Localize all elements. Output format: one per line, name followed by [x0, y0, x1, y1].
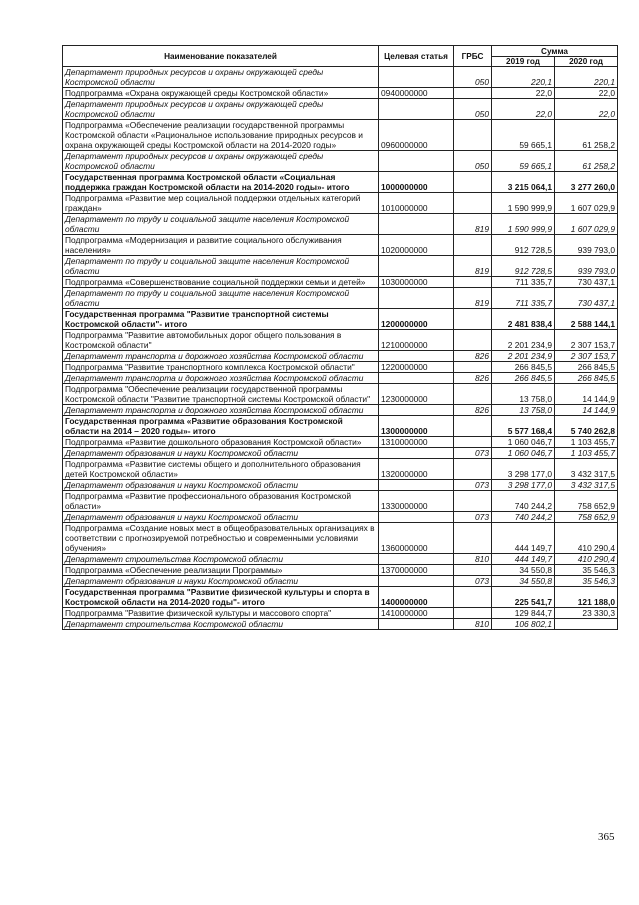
row-name: Подпрограмма "Развитие физической культуры и массового спорта" — [63, 608, 379, 619]
row-grbs — [454, 88, 492, 99]
table-row — [63, 193, 618, 214]
row-name: Подпрограмма "Обеспечение реализации государственной программы Костромской области "Развитие транспортной системы Костромской области" — [63, 384, 379, 405]
row-sum-2019: 225 541,7 — [492, 587, 555, 608]
row-grbs — [454, 235, 492, 256]
row-target-article: 1370000000 — [379, 565, 454, 576]
row-grbs: 073 — [454, 448, 492, 459]
row-grbs — [454, 330, 492, 351]
row-sum-2020: 266 845,5 — [555, 362, 618, 373]
row-target-article: 1300000000 — [379, 416, 454, 437]
row-name: Государственная программа «Развитие образования Костромской области на 2014 – 2020 годы»- итого — [63, 416, 379, 437]
row-sum-2020: 266 845,5 — [555, 373, 618, 384]
table-row — [63, 512, 618, 523]
row-name: Департамент транспорта и дорожного хозяйства Костромской области — [63, 405, 379, 416]
row-grbs: 810 — [454, 554, 492, 565]
row-name: Подпрограмма «Развитие мер социальной поддержки отдельных категорий граждан» — [63, 193, 379, 214]
row-name: Департамент природных ресурсов и охраны окружающей среды Костромской области — [63, 151, 379, 172]
row-name: Подпрограмма «Развитие дошкольного образования Костромской области» — [63, 437, 379, 448]
row-sum-2019: 13 758,0 — [492, 405, 555, 416]
row-target-article — [379, 373, 454, 384]
table-row — [63, 351, 618, 362]
row-sum-2019: 5 577 168,4 — [492, 416, 555, 437]
row-name: Подпрограмма «Модернизация и развитие социального обслуживания населения» — [63, 235, 379, 256]
row-grbs — [454, 120, 492, 151]
table-row — [63, 416, 618, 437]
budget-table-sheet — [62, 45, 617, 630]
row-target-article — [379, 351, 454, 362]
table-row — [63, 565, 618, 576]
row-sum-2019: 2 201 234,9 — [492, 330, 555, 351]
row-sum-2020: 35 546,3 — [555, 576, 618, 587]
row-name: Департамент по труду и социальной защите населения Костромской области — [63, 214, 379, 235]
row-target-article: 0960000000 — [379, 120, 454, 151]
row-target-article — [379, 554, 454, 565]
row-grbs — [454, 565, 492, 576]
row-name: Подпрограмма «Развитие профессионального образования Костромской области» — [63, 491, 379, 512]
row-name: Подпрограмма "Развитие транспортного комплекса Костромской области" — [63, 362, 379, 373]
row-grbs — [454, 362, 492, 373]
table-row — [63, 587, 618, 608]
row-target-article — [379, 214, 454, 235]
row-sum-2020: 14 144,9 — [555, 384, 618, 405]
row-name: Подпрограмма «Развитие системы общего и дополнительного образования детей Костромской области» — [63, 459, 379, 480]
row-sum-2020: 61 258,2 — [555, 120, 618, 151]
header-name: Наименование показателей — [63, 46, 379, 67]
table-row — [63, 151, 618, 172]
row-target-article — [379, 67, 454, 88]
row-sum-2019: 912 728,5 — [492, 235, 555, 256]
row-target-article: 1010000000 — [379, 193, 454, 214]
row-grbs: 073 — [454, 576, 492, 587]
table-row — [63, 523, 618, 554]
row-name: Департамент природных ресурсов и охраны окружающей среды Костромской области — [63, 67, 379, 88]
row-sum-2020: 35 546,3 — [555, 565, 618, 576]
row-name: Департамент образования и науки Костромской области — [63, 512, 379, 523]
row-sum-2019: 1 590 999,9 — [492, 193, 555, 214]
row-target-article: 0940000000 — [379, 88, 454, 99]
row-name: Департамент строительства Костромской области — [63, 619, 379, 630]
row-sum-2020: 5 740 262,8 — [555, 416, 618, 437]
row-sum-2019: 912 728,5 — [492, 256, 555, 277]
row-sum-2019: 59 665,1 — [492, 120, 555, 151]
row-sum-2019: 3 298 177,0 — [492, 459, 555, 480]
row-name: Подпрограмма "Развитие автомобильных дорог общего пользования в Костромской области" — [63, 330, 379, 351]
row-grbs — [454, 608, 492, 619]
table-row — [63, 172, 618, 193]
row-sum-2019: 34 550,8 — [492, 576, 555, 587]
row-sum-2019: 13 758,0 — [492, 384, 555, 405]
row-sum-2020: 1 607 029,9 — [555, 214, 618, 235]
row-sum-2020: 939 793,0 — [555, 256, 618, 277]
row-sum-2020: 61 258,2 — [555, 151, 618, 172]
row-target-article — [379, 512, 454, 523]
row-name: Департамент строительства Костромской области — [63, 554, 379, 565]
row-sum-2020: 121 188,0 — [555, 587, 618, 608]
row-grbs — [454, 416, 492, 437]
row-grbs: 819 — [454, 214, 492, 235]
row-grbs: 073 — [454, 512, 492, 523]
row-target-article: 1000000000 — [379, 172, 454, 193]
row-sum-2020: 758 652,9 — [555, 491, 618, 512]
table-row — [63, 554, 618, 565]
table-row — [63, 384, 618, 405]
row-grbs — [454, 309, 492, 330]
row-sum-2019: 711 335,7 — [492, 288, 555, 309]
header-grbs: ГРБС — [454, 46, 492, 67]
row-sum-2020: 758 652,9 — [555, 512, 618, 523]
table-row — [63, 88, 618, 99]
row-sum-2020: 2 307 153,7 — [555, 330, 618, 351]
row-name: Подпрограмма «Создание новых мест в общеобразовательных организациях в соответствии с прогнозируемой потребностью и современными условиями обучения» — [63, 523, 379, 554]
row-sum-2020: 3 432 317,5 — [555, 459, 618, 480]
table-row — [63, 459, 618, 480]
header-target-article: Целевая статья — [379, 46, 454, 67]
row-grbs — [454, 587, 492, 608]
row-sum-2019: 220,1 — [492, 67, 555, 88]
row-target-article — [379, 99, 454, 120]
row-name: Подпрограмма «Охрана окружающей среды Костромской области» — [63, 88, 379, 99]
table-row — [63, 309, 618, 330]
header-sum: Сумма — [492, 46, 618, 57]
row-name: Подпрограмма «Обеспечение реализации государственной программы Костромской области «Рациональное использование природных ресурсов и охрана окружающей среды Костромской области на 2014-2020 годы» — [63, 120, 379, 151]
row-sum-2019: 3 215 064,1 — [492, 172, 555, 193]
row-grbs — [454, 459, 492, 480]
row-sum-2020: 14 144,9 — [555, 405, 618, 416]
row-sum-2019: 266 845,5 — [492, 373, 555, 384]
row-sum-2020: 1 103 455,7 — [555, 448, 618, 459]
row-sum-2019: 59 665,1 — [492, 151, 555, 172]
row-sum-2019: 444 149,7 — [492, 523, 555, 554]
row-grbs: 819 — [454, 256, 492, 277]
row-name: Департамент по труду и социальной защите населения Костромской области — [63, 288, 379, 309]
row-target-article — [379, 619, 454, 630]
row-grbs — [454, 193, 492, 214]
row-grbs: 050 — [454, 99, 492, 120]
table-row — [63, 256, 618, 277]
row-grbs: 073 — [454, 480, 492, 491]
row-target-article: 1220000000 — [379, 362, 454, 373]
header-year-2020: 2020 год — [555, 57, 618, 67]
table-row — [63, 373, 618, 384]
row-grbs — [454, 277, 492, 288]
row-grbs: 826 — [454, 373, 492, 384]
row-sum-2020: 22,0 — [555, 99, 618, 120]
page-number: 365 — [598, 831, 615, 843]
row-grbs: 050 — [454, 67, 492, 88]
row-sum-2020 — [555, 619, 618, 630]
row-sum-2019: 1 060 046,7 — [492, 437, 555, 448]
row-sum-2020: 1 103 455,7 — [555, 437, 618, 448]
row-target-article — [379, 151, 454, 172]
row-sum-2020: 3 277 260,0 — [555, 172, 618, 193]
row-sum-2019: 444 149,7 — [492, 554, 555, 565]
row-sum-2019: 1 060 046,7 — [492, 448, 555, 459]
row-name: Департамент природных ресурсов и охраны окружающей среды Костромской области — [63, 99, 379, 120]
row-sum-2019: 22,0 — [492, 99, 555, 120]
row-sum-2019: 106 802,1 — [492, 619, 555, 630]
row-target-article: 1200000000 — [379, 309, 454, 330]
row-sum-2020: 730 437,1 — [555, 277, 618, 288]
row-sum-2020: 410 290,4 — [555, 523, 618, 554]
table-row — [63, 405, 618, 416]
row-sum-2019: 2 481 838,4 — [492, 309, 555, 330]
table-row — [63, 480, 618, 491]
row-sum-2019: 2 201 234,9 — [492, 351, 555, 362]
row-sum-2019: 3 298 177,0 — [492, 480, 555, 491]
row-grbs — [454, 384, 492, 405]
row-target-article — [379, 288, 454, 309]
row-target-article — [379, 448, 454, 459]
row-target-article — [379, 576, 454, 587]
row-name: Департамент транспорта и дорожного хозяйства Костромской области — [63, 373, 379, 384]
row-target-article: 1230000000 — [379, 384, 454, 405]
row-name: Государственная программа Костромской области «Социальная поддержка граждан Костромской области на 2014-2020 годы»- итого — [63, 172, 379, 193]
row-name: Государственная программа "Развитие физической культуры и спорта в Костромской области на 2014-2020 годы"- итого — [63, 587, 379, 608]
row-sum-2019: 740 244,2 — [492, 491, 555, 512]
row-sum-2020: 2 588 144,1 — [555, 309, 618, 330]
row-sum-2020: 220,1 — [555, 67, 618, 88]
row-grbs: 050 — [454, 151, 492, 172]
row-name: Департамент образования и науки Костромской области — [63, 576, 379, 587]
table-row — [63, 288, 618, 309]
row-sum-2019: 34 550,8 — [492, 565, 555, 576]
row-name: Подпрограмма «Обеспечение реализации Программы» — [63, 565, 379, 576]
row-name: Департамент образования и науки Костромской области — [63, 448, 379, 459]
row-target-article — [379, 405, 454, 416]
table-row — [63, 608, 618, 619]
row-target-article: 1330000000 — [379, 491, 454, 512]
row-grbs — [454, 523, 492, 554]
row-grbs — [454, 491, 492, 512]
row-sum-2019: 129 844,7 — [492, 608, 555, 619]
row-grbs — [454, 172, 492, 193]
row-sum-2020: 1 607 029,9 — [555, 193, 618, 214]
row-sum-2020: 22,0 — [555, 88, 618, 99]
row-target-article: 1310000000 — [379, 437, 454, 448]
table-row — [63, 576, 618, 587]
table-row — [63, 120, 618, 151]
table-row — [63, 491, 618, 512]
row-name: Государственная программа "Развитие транспортной системы Костромской области"- итого — [63, 309, 379, 330]
table-row — [63, 362, 618, 373]
row-target-article — [379, 256, 454, 277]
row-name: Департамент по труду и социальной защите населения Костромской области — [63, 256, 379, 277]
row-name: Департамент транспорта и дорожного хозяйства Костромской области — [63, 351, 379, 362]
row-target-article: 1020000000 — [379, 235, 454, 256]
row-sum-2019: 711 335,7 — [492, 277, 555, 288]
row-sum-2019: 266 845,5 — [492, 362, 555, 373]
row-grbs: 826 — [454, 405, 492, 416]
row-sum-2019: 22,0 — [492, 88, 555, 99]
row-sum-2020: 2 307 153,7 — [555, 351, 618, 362]
row-sum-2020: 939 793,0 — [555, 235, 618, 256]
table-row — [63, 619, 618, 630]
row-grbs: 810 — [454, 619, 492, 630]
row-target-article: 1360000000 — [379, 523, 454, 554]
row-sum-2020: 730 437,1 — [555, 288, 618, 309]
header-year-2019: 2019 год — [492, 57, 555, 67]
row-sum-2020: 410 290,4 — [555, 554, 618, 565]
row-target-article: 1210000000 — [379, 330, 454, 351]
row-name: Подпрограмма «Совершенствование социальной поддержки семьи и детей» — [63, 277, 379, 288]
table-row — [63, 448, 618, 459]
row-sum-2020: 23 330,3 — [555, 608, 618, 619]
row-grbs — [454, 437, 492, 448]
table-row — [63, 67, 618, 88]
table-body — [63, 67, 618, 630]
row-target-article: 1410000000 — [379, 608, 454, 619]
row-target-article: 1320000000 — [379, 459, 454, 480]
row-grbs: 826 — [454, 351, 492, 362]
row-target-article: 1030000000 — [379, 277, 454, 288]
row-target-article — [379, 480, 454, 491]
table-row — [63, 235, 618, 256]
table-row — [63, 214, 618, 235]
row-sum-2019: 740 244,2 — [492, 512, 555, 523]
row-grbs: 819 — [454, 288, 492, 309]
row-sum-2020: 3 432 317,5 — [555, 480, 618, 491]
table-row — [63, 99, 618, 120]
table-row — [63, 330, 618, 351]
row-sum-2019: 1 590 999,9 — [492, 214, 555, 235]
row-name: Департамент образования и науки Костромской области — [63, 480, 379, 491]
budget-table — [62, 45, 618, 630]
table-row — [63, 437, 618, 448]
row-target-article: 1400000000 — [379, 587, 454, 608]
table-row — [63, 277, 618, 288]
